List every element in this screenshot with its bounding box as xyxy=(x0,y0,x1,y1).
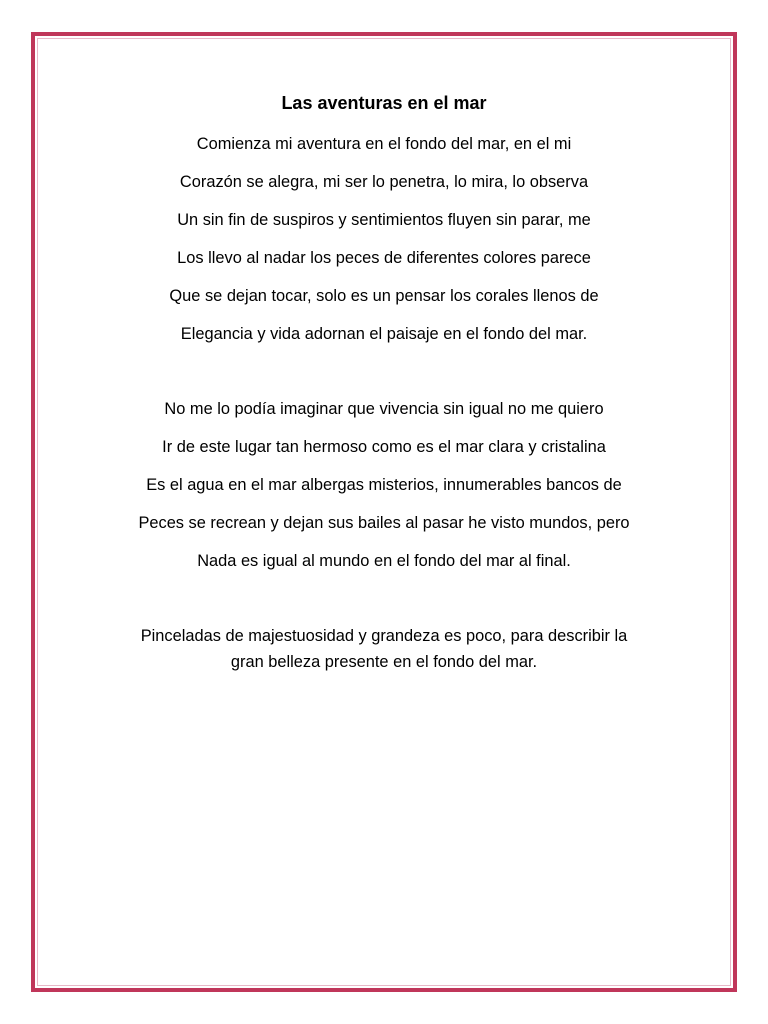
stanza1-line-6: Elegancia y vida adornan el paisaje en el fondo del mar. xyxy=(180,325,588,343)
stanza2-line-1: No me lo podía imaginar que vivencia sin igual no me quiero xyxy=(164,400,604,418)
stanza1-line-3: Un sin fin de suspiros y sentimientos fluyen sin parar, me xyxy=(177,211,591,229)
poem-title: Las aventuras en el mar xyxy=(281,93,487,113)
stanza1-line-5: Que se dejan tocar, solo es un pensar los corales llenos de xyxy=(169,287,599,305)
stanza1-line-4: Los llevo al nadar los peces de diferentes colores parece xyxy=(177,249,591,267)
stanza3-line-2: gran belleza presente en el fondo del mar. xyxy=(230,653,538,671)
stanza3-line-1: Pinceladas de majestuosidad y grandeza es poco, para describir la xyxy=(140,627,628,645)
stanza1-line-2: Corazón se alegra, mi ser lo penetra, lo mira, lo observa xyxy=(179,173,589,191)
stanza2-line-2: Ir de este lugar tan hermoso como es el mar clara y cristalina xyxy=(162,438,606,456)
stanza1-line-1: Comienza mi aventura en el fondo del mar, en el mi xyxy=(196,135,572,153)
stanza2-line-3: Es el agua en el mar albergas misterios, innumerables bancos de xyxy=(146,476,622,494)
stanza2-line-4: Peces se recrean y dejan sus bailes al pasar he visto mundos, pero xyxy=(138,514,630,532)
stanza2-line-5: Nada es igual al mundo en el fondo del mar al final. xyxy=(197,552,571,570)
